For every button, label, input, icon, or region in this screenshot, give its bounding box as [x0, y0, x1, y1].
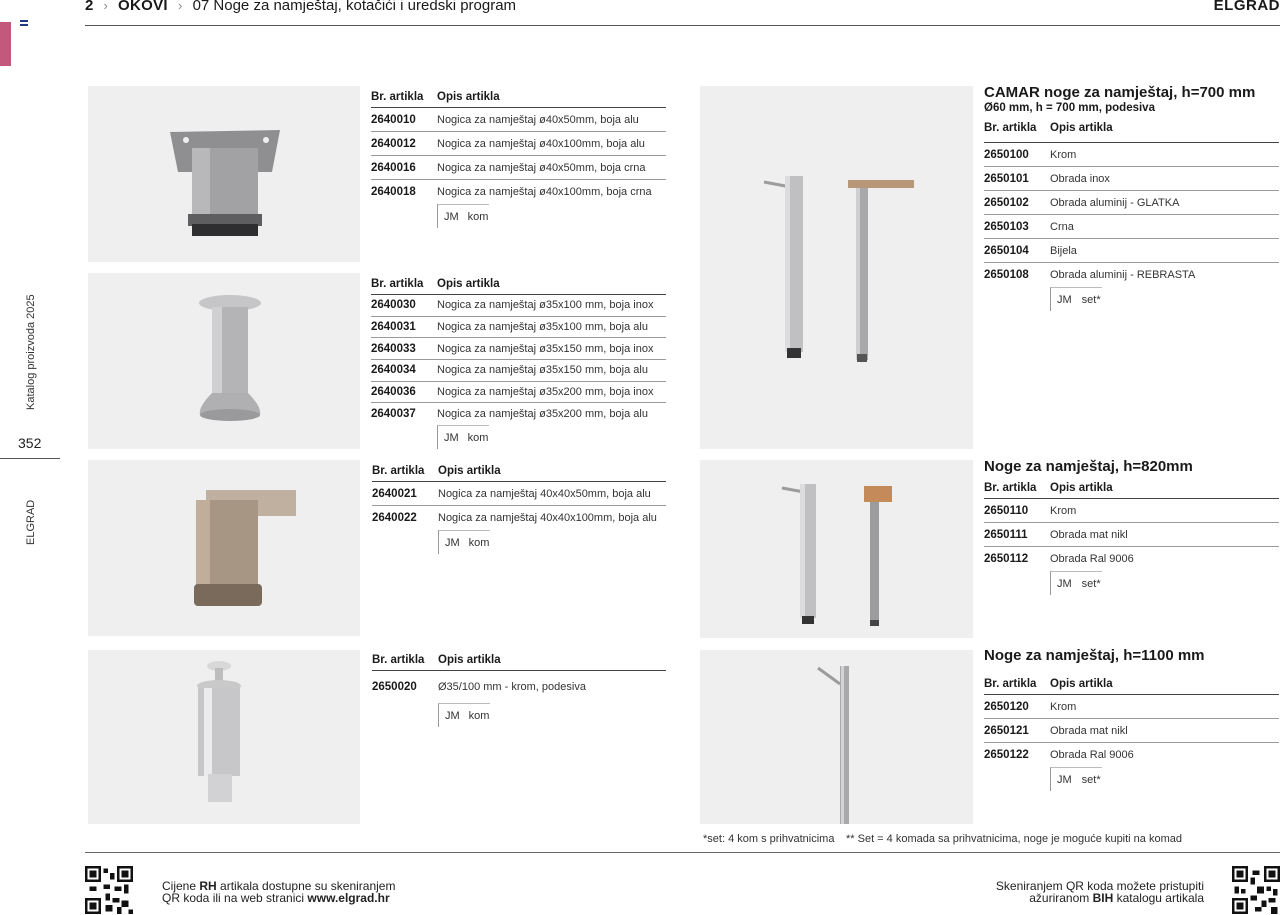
- set-footnote-detail: ** Set = 4 komada sa prihvatnicima, noge je moguće kupiti na komad: [846, 833, 1182, 845]
- product-image-camar-legs: [700, 86, 973, 449]
- section-tab-marker: [0, 22, 11, 66]
- product-image-square-foot: [88, 460, 360, 636]
- column-header-desc: Opis artikla: [1050, 482, 1113, 494]
- article-description: Obrada aluminij - REBRASTA: [1050, 269, 1196, 281]
- table-header: [984, 122, 1279, 143]
- article-code: 2650103: [984, 220, 1029, 233]
- product-table-group-1: [371, 91, 666, 228]
- table-row[interactable]: [984, 215, 1279, 239]
- table-row[interactable]: [371, 295, 666, 317]
- article-code: 2650121: [984, 724, 1029, 737]
- table-row[interactable]: [984, 239, 1279, 263]
- column-header-code: Br. artikla: [984, 678, 1037, 690]
- section-title-camar: CAMAR noge za namještaj, h=700 mm: [984, 84, 1256, 101]
- column-header-desc: Opis artikla: [1050, 122, 1113, 134]
- article-description: Nogica za namještaj ø40x100mm, boja alu: [437, 137, 645, 150]
- unit-of-measure: [437, 425, 489, 449]
- article-code: 2640033: [371, 342, 416, 355]
- flag-icon: [20, 20, 28, 26]
- column-header-code: Br. artikla: [372, 465, 425, 477]
- footer-text: katalogu artikala: [1113, 891, 1204, 905]
- article-code: 2650111: [984, 528, 1028, 541]
- table-header: [372, 465, 666, 482]
- unit-of-measure: [438, 703, 490, 727]
- unit-label: JM: [444, 210, 459, 223]
- footer-bold-bih: BIH: [1092, 891, 1114, 905]
- article-code: 2650120: [984, 700, 1029, 713]
- column-header-desc: Opis artikla: [438, 654, 501, 666]
- unit-of-measure: [1050, 767, 1102, 791]
- article-description: Nogica za namještaj 40x40x50mm, boja alu: [438, 487, 651, 500]
- product-table-group-7: [984, 678, 1279, 791]
- article-description: Nogica za namještaj ø35x100 mm, boja inox: [437, 299, 654, 312]
- article-code: 2650108: [984, 269, 1029, 281]
- section-title-1100: Noge za namještaj, h=1100 mm: [984, 647, 1205, 664]
- article-code: 2640022: [372, 512, 417, 524]
- article-code: 2640031: [371, 321, 416, 334]
- article-description: Bijela: [1050, 244, 1077, 257]
- article-code: 2650110: [984, 504, 1029, 517]
- table-header: [371, 278, 666, 295]
- footer-text: QR koda ili na web stranici: [162, 891, 308, 905]
- article-code: 2650100: [984, 148, 1029, 161]
- unit-label: JM: [444, 431, 459, 444]
- table-row[interactable]: [984, 167, 1279, 191]
- breadcrumb-subcategory[interactable]: 07 Noge za namještaj, kotačići i uredski program: [192, 0, 517, 14]
- breadcrumb: [85, 0, 516, 14]
- article-code: 2640010: [371, 113, 416, 126]
- article-description: Nogica za namještaj 40x40x100mm, boja alu: [438, 512, 657, 524]
- table-row[interactable]: [371, 317, 666, 339]
- product-table-group-2: [371, 278, 666, 449]
- table-row[interactable]: [371, 382, 666, 404]
- article-code: 2640016: [371, 161, 416, 174]
- article-description: Obrada Ral 9006: [1050, 749, 1134, 761]
- footer-text: Cijene: [162, 879, 200, 893]
- article-code: 2650101: [984, 172, 1029, 185]
- catalog-label: Katalog proizvoda 2025: [25, 294, 37, 410]
- unit-label: JM: [445, 709, 460, 722]
- column-header-desc: Opis artikla: [437, 278, 500, 290]
- unit-label: JM: [1057, 773, 1072, 786]
- article-code: 2640036: [371, 386, 416, 399]
- website-link[interactable]: www.elgrad.hr: [307, 891, 390, 905]
- article-description: Crna: [1050, 220, 1074, 233]
- article-description: Obrada aluminij - GLATKA: [1050, 196, 1180, 209]
- qr-code-icon[interactable]: [85, 866, 133, 914]
- article-description: Nogica za namještaj ø35x150 mm, boja inox: [437, 342, 654, 355]
- unit-of-measure: [1050, 287, 1102, 311]
- article-code: 2650112: [984, 553, 1029, 565]
- table-row[interactable]: [984, 719, 1279, 743]
- product-image-1100-legs: [700, 650, 973, 824]
- product-image-round-foot: [88, 273, 360, 449]
- article-code: 2640021: [372, 487, 417, 500]
- table-row[interactable]: [371, 156, 666, 180]
- table-header: [984, 678, 1279, 695]
- table-row[interactable]: [371, 360, 666, 382]
- unit-value: set*: [1081, 293, 1101, 306]
- section-title-820: Noge za namještaj, h=820mm: [984, 458, 1193, 475]
- article-description: Nogica za namještaj ø40x50mm, boja alu: [437, 113, 639, 126]
- product-table-group-6: [984, 482, 1279, 595]
- article-description: Nogica za namještaj ø35x200 mm, boja alu: [437, 408, 648, 421]
- unit-label: JM: [1057, 577, 1072, 590]
- article-code: 2640037: [371, 408, 416, 421]
- product-image-plate-foot: [88, 86, 360, 262]
- table-row[interactable]: [371, 132, 666, 156]
- unit-label: JM: [445, 536, 460, 549]
- footer-text: ažuriranom: [1029, 891, 1093, 905]
- chevron-right-icon: ›: [178, 0, 183, 13]
- table-row[interactable]: [984, 143, 1279, 167]
- footer-bih-info: [996, 880, 1204, 904]
- table-header: [371, 91, 666, 108]
- column-header-desc: Opis artikla: [438, 465, 501, 477]
- brand-name: ELGRAD: [1213, 0, 1280, 14]
- product-table-group-4: [372, 654, 666, 727]
- column-header-code: Br. artikla: [984, 122, 1037, 134]
- table-row[interactable]: [984, 743, 1279, 767]
- unit-value: kom: [468, 536, 490, 549]
- article-description: Nogica za namještaj ø35x100 mm, boja alu: [437, 321, 648, 334]
- sidebar-brand: ELGRAD: [25, 499, 37, 545]
- unit-of-measure: [437, 204, 489, 228]
- footer-bold-rh: RH: [199, 879, 217, 893]
- table-row[interactable]: [371, 338, 666, 360]
- unit-of-measure: [1050, 571, 1102, 595]
- table-header: [984, 482, 1279, 499]
- unit-value: kom: [468, 709, 490, 722]
- page-header: [85, 0, 1280, 26]
- unit-value: kom: [467, 210, 489, 223]
- unit-value: set*: [1081, 577, 1101, 590]
- article-code: 2650020: [372, 681, 417, 693]
- column-header-code: Br. artikla: [984, 482, 1037, 494]
- table-row[interactable]: [372, 482, 666, 506]
- qr-code-icon[interactable]: [1232, 866, 1280, 914]
- article-description: Nogica za namještaj ø35x200 mm, boja inox: [437, 386, 654, 399]
- article-description: Nogica za namještaj ø40x100mm, boja crna: [437, 186, 652, 198]
- section-subtitle-camar: Ø60 mm, h = 700 mm, podesiva: [984, 102, 1155, 114]
- article-description: Nogica za namještaj ø40x50mm, boja crna: [437, 161, 646, 174]
- table-row[interactable]: [984, 695, 1279, 719]
- product-table-group-5: [984, 122, 1279, 311]
- table-row[interactable]: [984, 523, 1279, 547]
- set-footnote: *set: 4 kom s prihvatnicima: [703, 833, 835, 845]
- table-row[interactable]: [371, 108, 666, 132]
- article-code: 2650122: [984, 749, 1029, 761]
- article-description: Ø35/100 mm - krom, podesiva: [438, 681, 586, 693]
- table-row[interactable]: [984, 263, 1279, 287]
- article-description: Obrada Ral 9006: [1050, 553, 1134, 565]
- article-description: Nogica za namještaj ø35x150 mm, boja alu: [437, 364, 648, 377]
- unit-value: kom: [467, 431, 489, 444]
- article-code: 2640034: [371, 364, 416, 377]
- column-header-code: Br. artikla: [372, 654, 425, 666]
- footer-text: Skeniranjem QR koda možete pristupiti: [995, 879, 1204, 893]
- unit-value: set*: [1081, 773, 1101, 786]
- column-header-code: Br. artikla: [371, 91, 424, 103]
- footer-divider: [85, 852, 1280, 853]
- article-code: 2650102: [984, 196, 1029, 209]
- unit-label: JM: [1057, 293, 1072, 306]
- footer-rh-info: [162, 880, 395, 904]
- breadcrumb-section-number: 2: [85, 0, 94, 14]
- article-description: Obrada mat nikl: [1050, 724, 1128, 737]
- article-description: Krom: [1050, 700, 1077, 713]
- column-header-desc: Opis artikla: [437, 91, 500, 103]
- side-divider: [0, 458, 60, 459]
- unit-of-measure: [438, 530, 490, 554]
- article-code: 2640018: [371, 186, 416, 198]
- table-row[interactable]: [984, 191, 1279, 215]
- table-row[interactable]: [371, 403, 666, 425]
- article-description: Krom: [1050, 148, 1077, 161]
- table-row[interactable]: [372, 506, 666, 530]
- product-table-group-3: [372, 465, 666, 554]
- breadcrumb-category[interactable]: OKOVI: [118, 0, 168, 14]
- article-description: Krom: [1050, 504, 1077, 517]
- table-row[interactable]: [371, 180, 666, 204]
- product-image-820-legs: [700, 460, 973, 638]
- table-header: [372, 654, 666, 671]
- chevron-right-icon: ›: [103, 0, 108, 13]
- article-code: 2640012: [371, 137, 416, 150]
- column-header-code: Br. artikla: [371, 278, 424, 290]
- table-row[interactable]: [372, 671, 666, 703]
- product-image-chrome-foot: [88, 650, 360, 824]
- article-description: Obrada inox: [1050, 172, 1110, 185]
- footer-text: artikala dostupne su skeniranjem: [216, 879, 396, 893]
- column-header-desc: Opis artikla: [1050, 678, 1113, 690]
- article-code: 2640030: [371, 299, 416, 312]
- table-row[interactable]: [984, 499, 1279, 523]
- article-code: 2650104: [984, 244, 1029, 257]
- table-row[interactable]: [984, 547, 1279, 571]
- page-number: 352: [18, 435, 42, 451]
- article-description: Obrada mat nikl: [1050, 528, 1128, 541]
